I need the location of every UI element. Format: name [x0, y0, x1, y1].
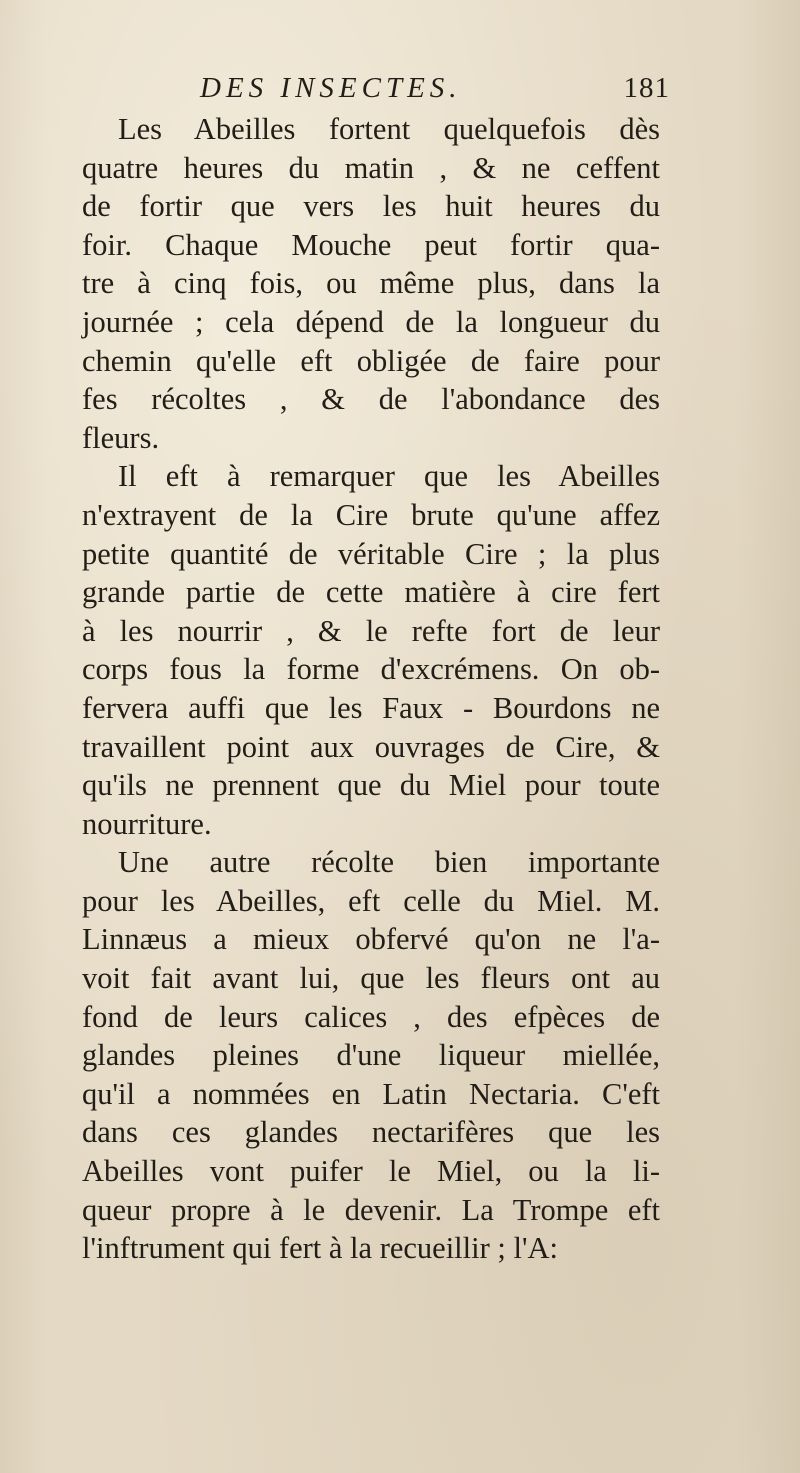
text-line: petite quantité de véritable Cire ; la plus	[82, 536, 660, 571]
text-line: l'inftrument qui fert à la recueillir ; l'A:	[82, 1231, 558, 1266]
text-line: à les nourrir , & le refte fort de leur	[82, 613, 660, 648]
running-head	[200, 72, 670, 112]
text-line: voit fait avant lui, que les fleurs ont au	[82, 961, 660, 996]
text-line: quatre heures du matin , & ne ceffent	[82, 150, 660, 185]
text-line: fes récoltes , & de l'abondance des	[82, 382, 660, 417]
text-line: Il eft à remarquer que les Abeilles	[118, 459, 660, 494]
body-text	[82, 110, 660, 1268]
text-line: foir. Chaque Mouche peut fortir qua-	[82, 227, 660, 262]
text-line: qu'ils ne prennent que du Miel pour toute	[82, 768, 660, 803]
text-line: dans ces glandes nectarifères que les	[82, 1115, 660, 1150]
text-line: travaillent point aux ouvrages de Cire, &	[82, 729, 660, 764]
text-line: journée ; cela dépend de la longueur du	[82, 304, 660, 339]
text-line: Les Abeilles fortent quelquefois dès	[118, 112, 660, 146]
text-line: glandes pleines d'une liqueur miellée,	[82, 1038, 660, 1073]
text-line: fleurs.	[82, 420, 160, 455]
text-line: pour les Abeilles, eft celle du Miel. M.	[82, 883, 660, 918]
text-line: Une autre récolte bien importante	[118, 845, 660, 880]
text-line: grande partie de cette matière à cire fert	[82, 575, 660, 610]
text-line: Abeilles vont puifer le Miel, ou la li-	[82, 1154, 660, 1189]
text-line: de fortir que vers les huit heures du	[82, 189, 660, 224]
text-line: queur propre à le devenir. La Trompe eft	[82, 1192, 660, 1227]
text-line: corps fous la forme d'excrémens. On ob-	[82, 652, 660, 687]
text-line: fond de leurs calices , des efpèces de	[82, 999, 660, 1034]
text-line: nourriture.	[82, 806, 212, 841]
text-line: qu'il a nommées en Latin Nectaria. C'eft	[82, 1076, 660, 1111]
text-line: Linnæus a mieux obfervé qu'on ne l'a-	[82, 922, 660, 957]
page-number: 181	[623, 72, 670, 104]
text-line: n'extrayent de la Cire brute qu'une affez	[82, 497, 660, 532]
text-line: tre à cinq fois, ou même plus, dans la	[82, 266, 660, 301]
text-line: fervera auffi que les Faux - Bourdons ne	[82, 690, 660, 725]
running-title: DES INSECTES.	[200, 72, 462, 104]
text-line: chemin qu'elle eft obligée de faire pour	[82, 343, 660, 378]
